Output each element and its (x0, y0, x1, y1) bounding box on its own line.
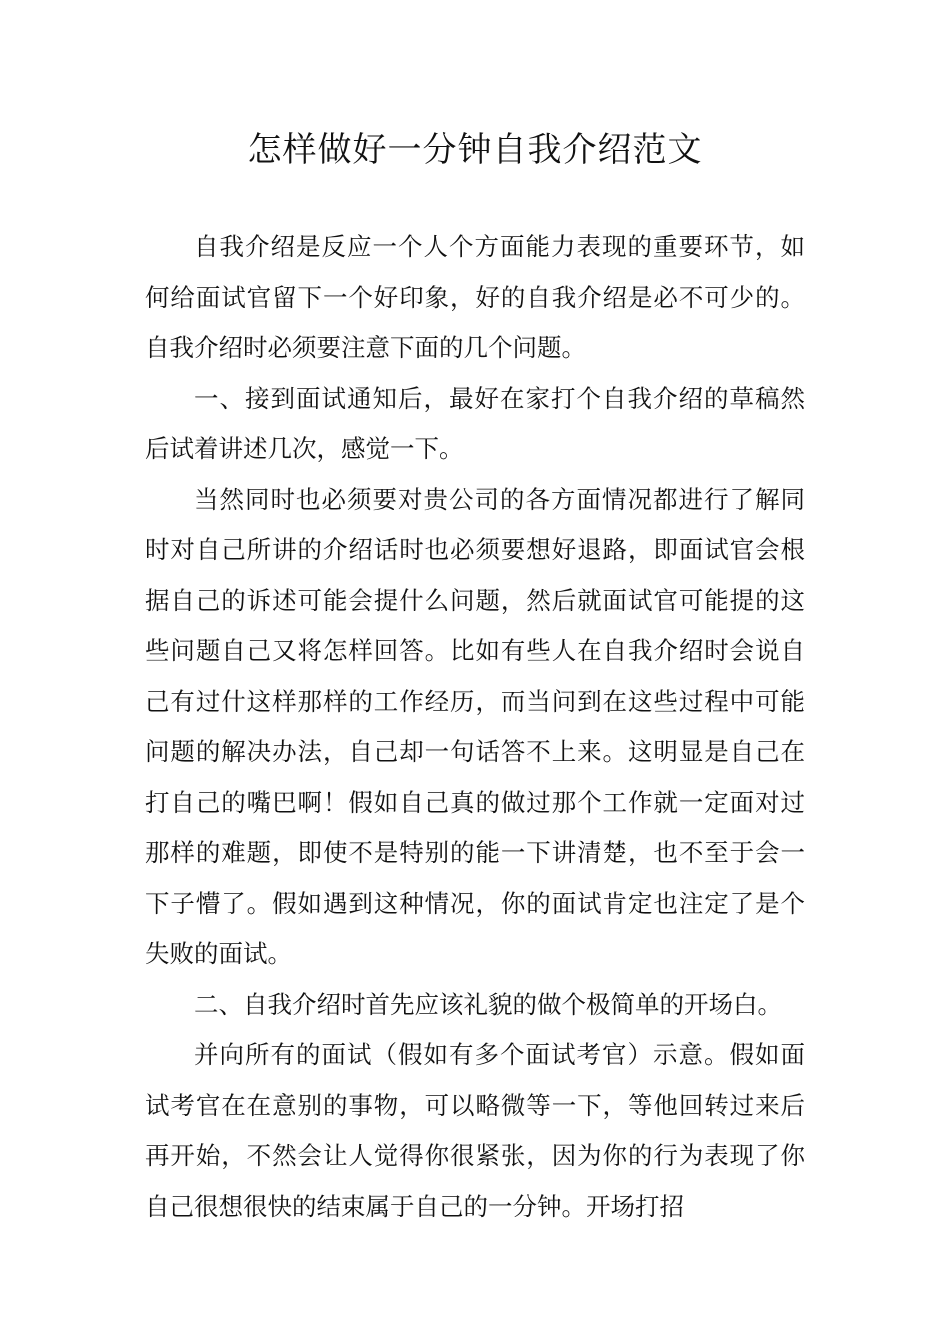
document-title: 怎样做好一分钟自我介绍范文 (247, 130, 703, 170)
paragraph-point-one-detail: 当然同时也必须要对贵公司的各方面情况都进行了解同时对自己所讲的介绍话时也必须要想好退路，即面试官会根据自己的诉述可能会提什么问题，然后就面试官可能提的这些问题自己又将怎样回答。比如有些人在自我介绍时会说自己有过什这样那样的工作经历，而当问到在这些过程中可能问题的解决办法，自己却一句话答不上来。这明显是自己在打自己的嘴巴啊！假如自己真的做过那个工作就一定面对过那样的难题，即使不是特别的能一下讲清楚，也不至于会一下子懵了。假如遇到这种情况，你的面试肯定也注定了是个失败的面试。 (145, 484, 805, 968)
paragraph-intro: 自我介绍是反应一个人个方面能力表现的重要环节，如何给面试官留下一个好印象，好的自我介绍是必不可少的。自我介绍时必须要注意下面的几个问题。 (145, 232, 805, 362)
paragraph-point-two: 二、自我介绍时首先应该礼貌的做个极简单的开场白。 (194, 989, 782, 1019)
paragraph-point-two-detail: 并向所有的面试（假如有多个面试考官）示意。假如面试考官在在意别的事物，可以略微等一下，等他回转过来后再开始，不然会让人觉得你很紧张，因为你的行为表现了你自己很想很快的结束属于自己的一分钟。开场打招 (145, 1040, 805, 1221)
document-body (145, 222, 805, 1232)
paragraph-point-one: 一、接到面试通知后，最好在家打个自我介绍的草稿然后试着讲述几次，感觉一下。 (145, 383, 805, 463)
